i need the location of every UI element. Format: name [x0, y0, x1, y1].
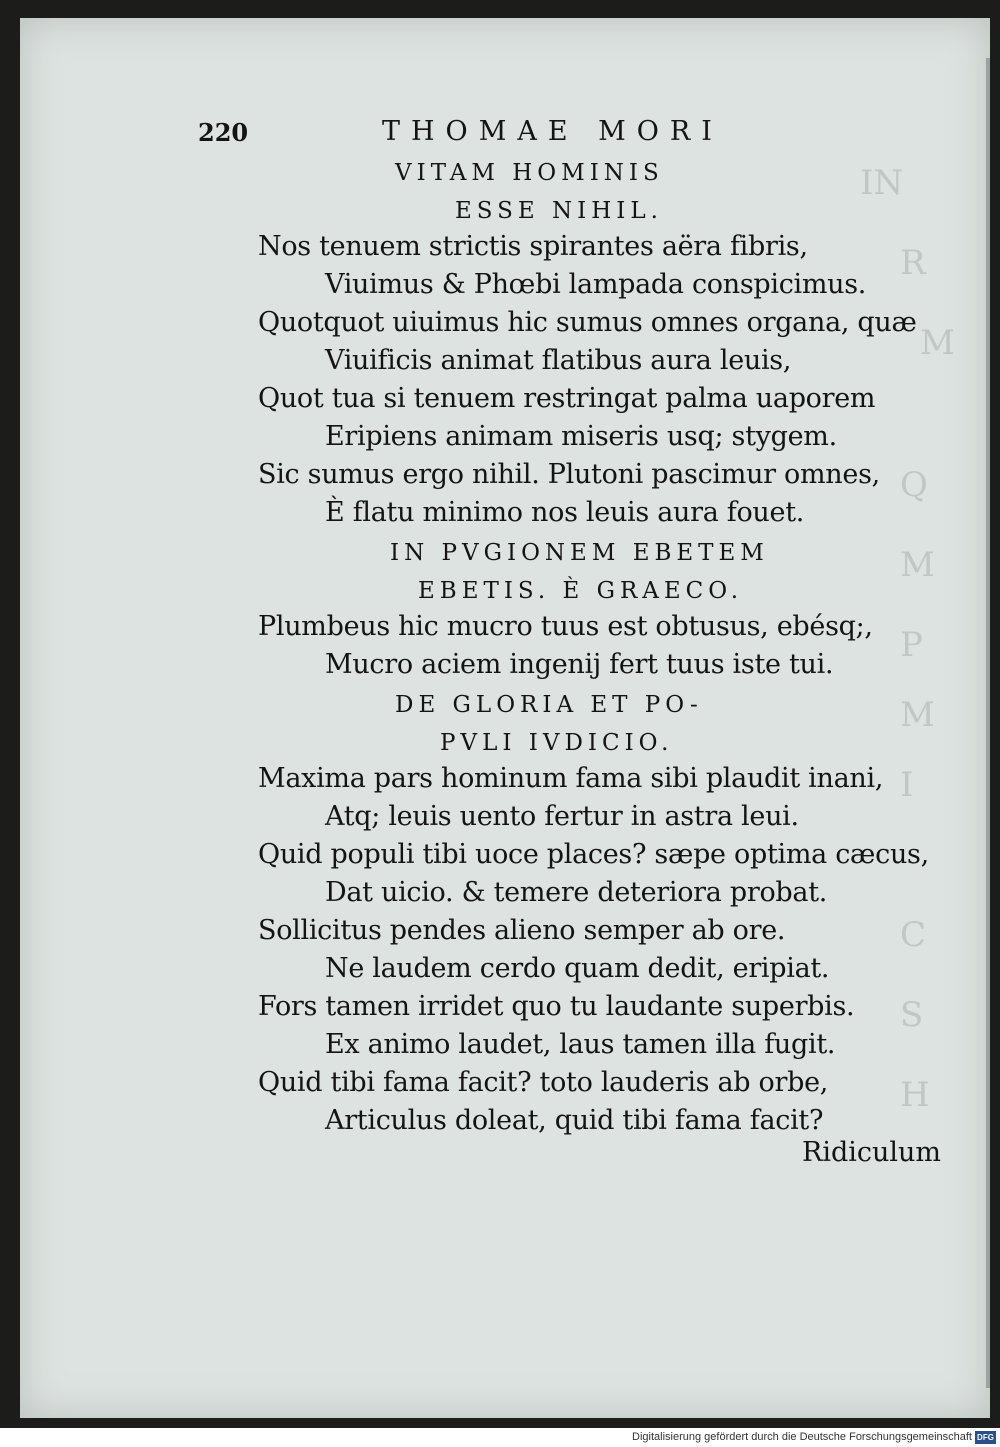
show-through-decoration: S — [900, 995, 924, 1035]
show-through-decoration: IN — [860, 163, 904, 203]
verse-line: È flatu minimo nos leuis aura fouet. — [325, 497, 805, 528]
verse-line: Maxima pars hominum fama sibi plaudit inani, — [258, 763, 884, 794]
footer-credit: Digitalisierung gefördert durch die Deutsche Forschungsgemeinschaft — [632, 1431, 972, 1443]
verse-line: Ex animo laudet, laus tamen illa fugit. — [325, 1029, 836, 1060]
verse-line: Plumbeus hic mucro tuus est obtusus, ebésq;, — [258, 611, 873, 642]
poem-heading: IN PVGIONEM EBETEM — [390, 540, 769, 566]
show-through-decoration: M — [920, 323, 955, 363]
verse-line: Sollicitus pendes alieno semper ab ore. — [258, 915, 786, 946]
verse-line: Quid populi tibi uoce places? sæpe optima cæcus, — [258, 839, 929, 870]
poem-heading: EBETIS. È GRAECO. — [418, 578, 744, 604]
catchword: Ridiculum — [802, 1137, 942, 1168]
show-through-decoration: M — [900, 695, 935, 735]
verse-line: Fors tamen irridet quo tu laudante superbis. — [258, 991, 855, 1022]
poem-heading: PVLI IVDICIO. — [440, 730, 674, 756]
verse-line: Eripiens animam miseris usq; stygem. — [325, 421, 837, 452]
show-through-decoration: Q — [900, 465, 928, 505]
page-text — [20, 18, 990, 1418]
digitization-footer — [0, 1428, 1000, 1447]
verse-line: Sic sumus ergo nihil. Plutoni pascimur omnes, — [258, 459, 880, 490]
page-number: 220 — [198, 118, 249, 147]
show-through-decoration: M — [900, 545, 935, 585]
show-through-decoration: P — [900, 625, 923, 665]
dfg-logo-icon: DFG — [975, 1431, 996, 1444]
show-through-decoration: H — [900, 1075, 930, 1115]
show-through-decoration: I — [900, 765, 914, 805]
show-through-decoration: C — [900, 915, 927, 955]
verse-line: Quot tua si tenuem restringat palma uaporem — [258, 383, 876, 414]
verse-line: Viuificis animat flatibus aura leuis, — [325, 345, 792, 376]
poem-heading: VITAM HOMINIS — [395, 160, 664, 186]
verse-line: Viuimus & Phœbi lampada conspicimus. — [325, 269, 867, 300]
show-through-decoration: R — [900, 243, 926, 283]
verse-line: Atq; leuis uento fertur in astra leui. — [325, 801, 799, 832]
verse-line: Quid tibi fama facit? toto lauderis ab orbe, — [258, 1067, 829, 1098]
verse-line: Quotquot uiuimus hic sumus omnes organa, quæ — [258, 307, 917, 338]
book-page — [20, 18, 990, 1418]
poem-heading: ESSE NIHIL. — [455, 198, 663, 224]
verse-line: Dat uicio. & temere deteriora probat. — [325, 877, 828, 908]
verse-line: Nos tenuem strictis spirantes aëra fibris, — [258, 231, 808, 262]
running-title: THOMAE MORI — [382, 116, 723, 147]
verse-line: Articulus doleat, quid tibi fama facit? — [325, 1105, 824, 1136]
poem-heading: DE GLORIA ET PO- — [395, 692, 703, 718]
verse-line: Ne laudem cerdo quam dedit, eripiat. — [325, 953, 830, 984]
verse-line: Mucro aciem ingenij fert tuus iste tui. — [325, 649, 834, 680]
